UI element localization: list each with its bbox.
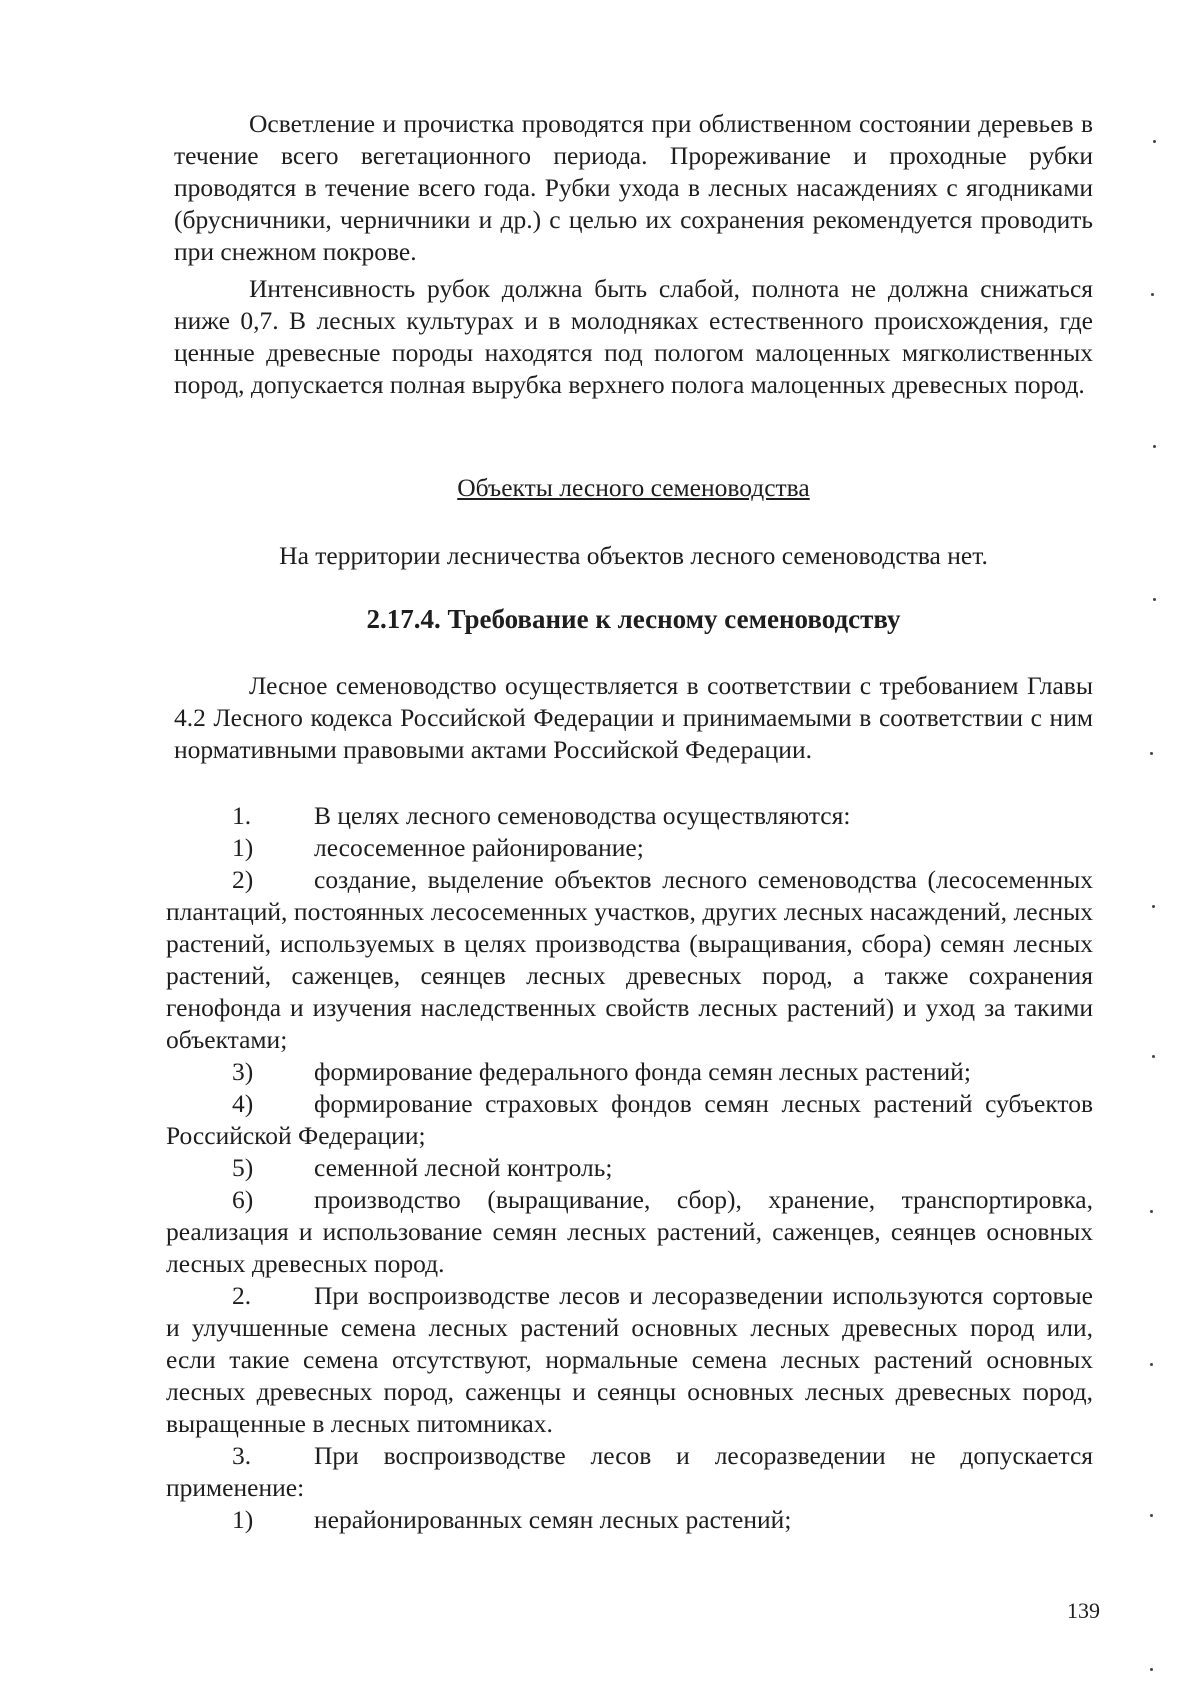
page-number: 139 [1067, 1598, 1100, 1623]
list-item-number: 2. [232, 1281, 252, 1310]
list-item-text: нерайонированных семян лесных растений; [314, 1505, 792, 1534]
list-item [166, 864, 1093, 1056]
list-item [166, 1440, 1093, 1504]
list-item-text: При воспроизводстве лесов и лесоразведении не допускается применение: [166, 1441, 1093, 1502]
list-item [166, 1280, 1093, 1440]
list-item-number: 4) [232, 1089, 254, 1118]
list-item-number: 5) [232, 1153, 254, 1182]
paragraph-intensity: Интенсивность рубок должна быть слабой, полнота не должна снижаться ниже 0,7. В лесных культурах и в молодняках естественного происхождения, где ценные древесные породы находятся под пологом малоценных мягколиственных пород, допускается полная вырубка верхнего полога малоценных древесных пород. [174, 274, 1093, 399]
list-item [166, 1184, 1093, 1280]
list-item-number: 2) [232, 865, 254, 894]
list-item [166, 800, 1093, 832]
scan-speck [1152, 1055, 1155, 1058]
list-item [166, 832, 1093, 864]
scan-speck [1150, 752, 1153, 755]
section-intro: Лесное семеноводство осуществляется в соответствии с требованием Главы 4.2 Лесного кодекса Российской Федерации и принимаемыми в соответствии с ним нормативными правовыми актами Российской Федерации. [174, 671, 1093, 764]
list-item-number: 3. [232, 1441, 252, 1470]
scan-speck [1150, 1363, 1153, 1366]
list-item [166, 1152, 1093, 1184]
list-item [166, 1056, 1093, 1088]
list-item-text: семенной лесной контроль; [314, 1153, 613, 1182]
list-item-text: формирование федерального фонда семян лесных растений; [314, 1057, 971, 1086]
list-item-number: 6) [232, 1185, 254, 1214]
list-item-number: 1. [232, 801, 252, 830]
scan-speck [1151, 293, 1154, 296]
scan-speck [1153, 598, 1156, 601]
scan-speck [1152, 905, 1155, 908]
list-item-text: производство (выращивание, сбор), хранение, транспортировка, реализация и использование семян лесных растений, саженцев, сеянцев основных лесных древесных пород. [166, 1185, 1093, 1278]
list-item-text: формирование страховых фондов семян лесных растений субъектов Российской Федерации; [166, 1089, 1093, 1150]
list-item-text: В целях лесного семеноводства осуществляются: [314, 801, 851, 830]
seed-objects-heading: Объекты лесного семеноводства [457, 473, 810, 502]
scan-speck [1150, 1668, 1153, 1671]
seed-objects-text: На территории лесничества объектов лесного семеноводства нет. [279, 541, 988, 570]
list-item [166, 1088, 1093, 1152]
section-heading: 2.17.4. Требование к лесному семеноводству [366, 604, 901, 634]
list-item-number: 3) [232, 1057, 254, 1086]
list-item [166, 1504, 1093, 1536]
scan-speck [1153, 445, 1156, 448]
list-item-number: 1) [232, 833, 254, 862]
scan-speck [1153, 140, 1156, 143]
list-item-text: лесосеменное районирование; [314, 833, 644, 862]
scan-speck [1150, 1210, 1153, 1213]
scan-speck [1150, 1514, 1153, 1517]
list-item-text: При воспроизводстве лесов и лесоразведении используются сортовые и улучшенные семена лесных растений основных лесных древесных пород или, если такие семена отсутствуют, нормальные семена лесных растений основных лесных древесных пород, саженцы и сеянцы основных лесных древесных пород, выращенные в лесных питомниках. [166, 1281, 1093, 1438]
list-item-text: создание, выделение объектов лесного семеноводства (лесосеменных плантаций, постоянных лесосеменных участков, других лесных насаждений, лесных растений, используемых в целях производства (выращивания, сбора) семян лесных растений, саженцев, сеянцев лесных древесных пород, а также сохранения генофонда и изучения наследственных свойств лесных растений) и уход за такими объектами; [166, 865, 1093, 1054]
paragraph-thinning: Осветление и прочистка проводятся при облиственном состоянии деревьев в течение всего вегетационного периода. Прореживание и проходные рубки проводятся в течение всего года. Рубки ухода в лесных насаждениях с ягодниками (брусничники, черничники и др.) с целью их сохранения рекомендуется проводить при снежном покрове. [174, 109, 1093, 266]
list-item-number: 1) [232, 1505, 254, 1534]
